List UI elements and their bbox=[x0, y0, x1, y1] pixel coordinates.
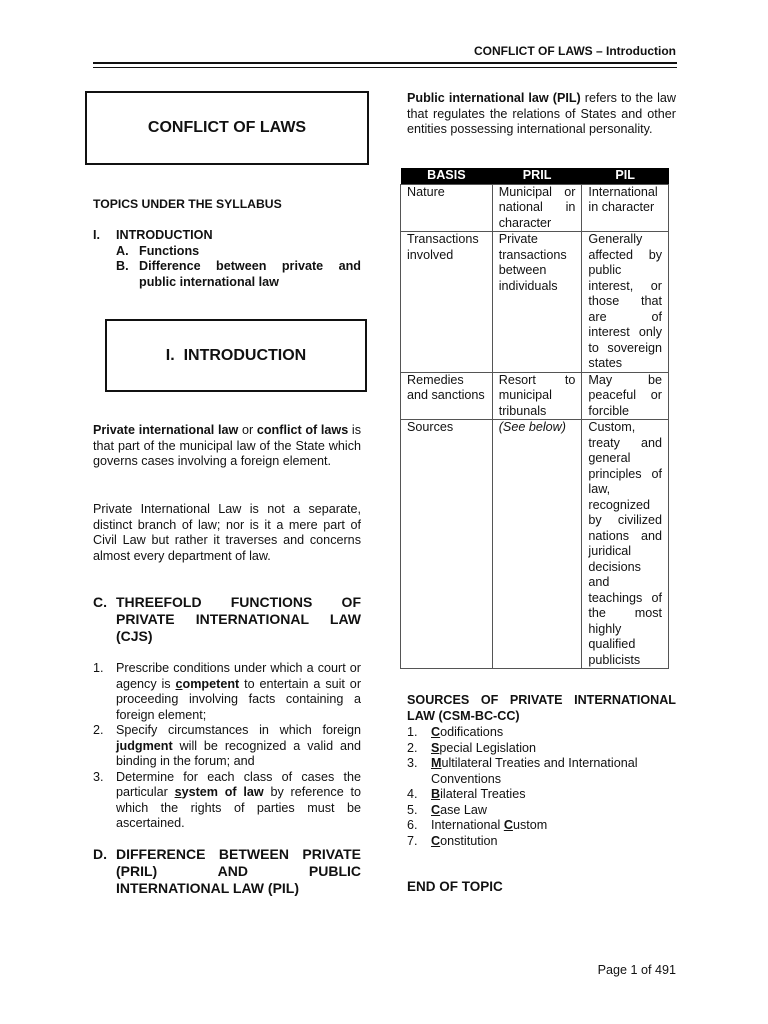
text-fragment: or bbox=[238, 423, 257, 437]
list-number: 3. bbox=[407, 756, 418, 770]
section-heading-text: THREEFOLD FUNCTIONS OF PRIVATE INTERNATIONAL LAW bbox=[116, 594, 361, 627]
table-row bbox=[401, 372, 669, 420]
section-d-heading bbox=[93, 846, 361, 897]
sources-heading: SOURCES OF PRIVATE INTERNATIONAL LAW (CSM-BC-CC) bbox=[407, 693, 676, 723]
list-number: 2. bbox=[407, 740, 418, 755]
pil-definition bbox=[407, 91, 676, 138]
section-title: I. INTRODUCTION bbox=[165, 346, 307, 364]
source-text: odifications bbox=[440, 725, 504, 739]
keyword: judgment bbox=[116, 738, 173, 753]
mnemonic-letter: C bbox=[503, 818, 513, 832]
text-fragment: refers to the law that regulates the relations of States and other entities possessing international personality. bbox=[407, 91, 676, 136]
column-header: PIL bbox=[582, 168, 669, 184]
running-header: CONFLICT OF LAWS – Introduction bbox=[474, 44, 676, 58]
mnemonic-letter: S bbox=[431, 740, 440, 755]
list-item bbox=[407, 834, 676, 850]
source-text: ultilateral Treaties and International Conventions bbox=[431, 756, 638, 786]
list-number: 7. bbox=[407, 833, 418, 848]
end-of-topic: END OF TOPIC bbox=[407, 879, 503, 894]
definition-paragraph bbox=[93, 423, 361, 470]
table-cell: Private transactions between individuals bbox=[492, 232, 582, 373]
mnemonic-letter: s bbox=[174, 785, 182, 799]
table-row bbox=[401, 232, 669, 373]
body-paragraph: Private International Law is not a separate, distinct branch of law; nor is it a mere part of Civil Law but rather it traverses and concerns almost every department of law. bbox=[93, 502, 361, 563]
table-row bbox=[401, 420, 669, 669]
subtopic-text: Functions bbox=[139, 243, 200, 258]
sources-list bbox=[407, 725, 676, 849]
table-cell: Generally affected by public interest, or those that are of interest only to sovereign states bbox=[582, 232, 669, 373]
section-label: C. bbox=[93, 594, 107, 610]
header-rule-thick bbox=[93, 62, 677, 64]
mnemonic-letter: B bbox=[431, 787, 441, 801]
subtopic-letter: A. bbox=[116, 243, 129, 258]
table-cell: Resort to municipal tribunals bbox=[492, 372, 582, 420]
mnemonic-letter: C bbox=[431, 833, 441, 848]
list-number: 1. bbox=[407, 725, 418, 739]
intro-box bbox=[105, 319, 367, 392]
text-fragment: will be recognized a valid and binding in the forum; and bbox=[116, 738, 361, 768]
list-number: 6. bbox=[407, 818, 418, 832]
term-private-international-law: Private international law bbox=[93, 423, 239, 437]
functions-list bbox=[93, 661, 361, 832]
mnemonic-letter: c bbox=[175, 676, 183, 691]
list-item bbox=[93, 661, 361, 723]
topic-item bbox=[93, 228, 361, 244]
keyword: ystem of law bbox=[181, 785, 264, 799]
topics-outline bbox=[93, 228, 361, 290]
text-fragment: to entertain a suit or proceeding involving facts containing a foreign element; bbox=[116, 676, 362, 722]
list-item bbox=[407, 756, 676, 787]
topic-label: INTRODUCTION bbox=[116, 228, 213, 242]
source-text: onstitution bbox=[440, 833, 498, 848]
column-header: PRIL bbox=[492, 168, 582, 184]
table-row bbox=[401, 184, 669, 232]
header-rule-thin bbox=[93, 67, 677, 68]
text-fragment: is that part of the municipal law of the State which governs cases involving a foreign element. bbox=[93, 423, 362, 468]
topics-heading: TOPICS UNDER THE SYLLABUS bbox=[93, 197, 282, 211]
column-header: BASIS bbox=[401, 168, 493, 184]
table-cell: Custom, treaty and general principles of law, recognized by civilized nations and juridical decisions and teachings of the most highly qualified publicists bbox=[582, 420, 669, 669]
source-text: ilateral Treaties bbox=[440, 787, 526, 801]
list-item bbox=[93, 723, 361, 770]
subtopic-item bbox=[93, 259, 361, 290]
list-item bbox=[93, 770, 361, 832]
text-fragment: by reference to which the rights of parties must be ascertained. bbox=[116, 785, 361, 830]
list-item bbox=[407, 725, 676, 741]
comparison-table bbox=[400, 168, 669, 669]
list-item bbox=[407, 787, 676, 803]
term-public-international-law: Public international law (PIL) bbox=[407, 91, 581, 105]
section-heading-text: DIFFERENCE BETWEEN PRIVATE (PRIL) AND PUBLIC bbox=[116, 846, 361, 879]
subtopic-text: Difference between private and public international law bbox=[139, 259, 361, 289]
subtopic-item bbox=[93, 244, 361, 260]
list-number: 4. bbox=[407, 787, 418, 801]
list-item bbox=[407, 803, 676, 819]
table-cell: Sources bbox=[401, 420, 493, 669]
table-cell: International in character bbox=[582, 184, 669, 232]
mnemonic-letter: C bbox=[431, 725, 441, 739]
source-text: ase Law bbox=[440, 802, 488, 817]
table-cell: (See below) bbox=[492, 420, 582, 669]
table-cell: Remedies and sanctions bbox=[401, 372, 493, 420]
list-number: 5. bbox=[407, 802, 418, 817]
text-fragment: International bbox=[431, 818, 504, 832]
source-text: ustom bbox=[512, 818, 548, 832]
table-cell: May be peaceful or forcible bbox=[582, 372, 669, 420]
list-number: 3. bbox=[93, 769, 104, 784]
table-cell: Municipal or national in character bbox=[492, 184, 582, 232]
section-heading-text: (CJS) bbox=[116, 628, 153, 644]
list-number: 2. bbox=[93, 723, 104, 737]
text-fragment: Prescribe conditions under which a court or agency is bbox=[116, 661, 361, 691]
term-conflict-of-laws: conflict of laws bbox=[256, 423, 349, 437]
text-fragment: Determine for each class of cases the particular bbox=[116, 769, 361, 799]
subtopic-letter: B. bbox=[116, 259, 129, 273]
title-box bbox=[85, 91, 369, 165]
source-text: pecial Legislation bbox=[439, 740, 537, 755]
list-item bbox=[407, 741, 676, 757]
table-cell: Nature bbox=[401, 184, 493, 232]
document-title: CONFLICT OF LAWS bbox=[147, 119, 307, 137]
keyword: ompetent bbox=[182, 676, 240, 691]
table-cell: Transactions involved bbox=[401, 232, 493, 373]
table-header-row bbox=[401, 168, 669, 184]
list-item bbox=[407, 818, 676, 834]
section-c-heading bbox=[93, 594, 361, 645]
mnemonic-letter: M bbox=[431, 756, 442, 770]
mnemonic-letter: C bbox=[431, 802, 441, 817]
section-label: D. bbox=[93, 846, 107, 862]
section-heading-text: INTERNATIONAL LAW (PIL) bbox=[116, 880, 300, 896]
topic-number: I. bbox=[93, 228, 100, 242]
page-number: Page 1 of 491 bbox=[597, 963, 676, 977]
text-fragment: Specify circumstances in which foreign bbox=[116, 723, 361, 737]
list-number: 1. bbox=[93, 661, 104, 675]
